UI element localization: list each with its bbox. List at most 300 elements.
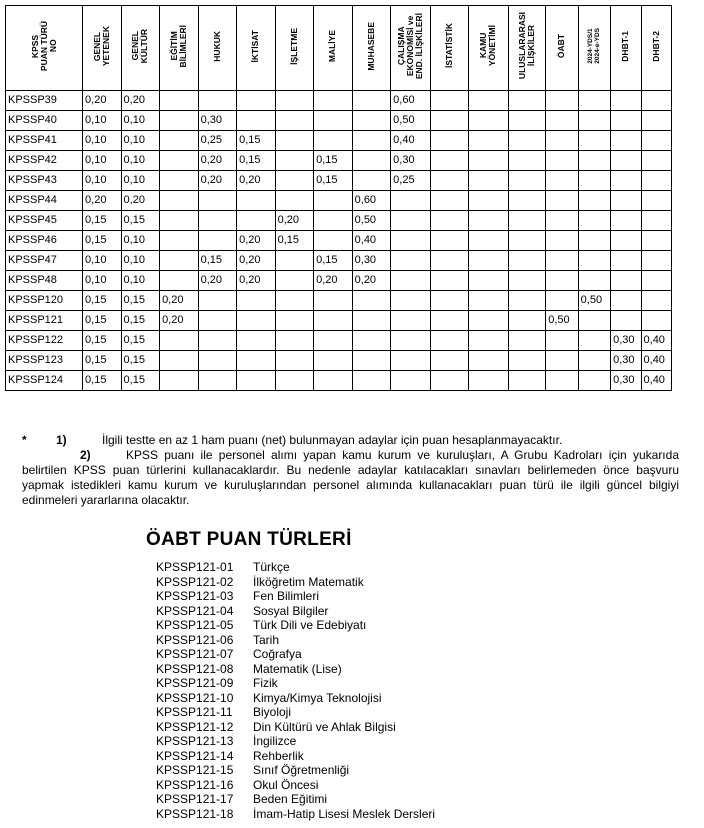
weight-cell — [508, 331, 546, 351]
score-type-cell: KPSSP42 — [6, 151, 83, 171]
weight-cell — [641, 251, 671, 271]
weight-cell: 0,20 — [160, 291, 199, 311]
weight-cell — [611, 271, 641, 291]
oabt-code: KPSSP121-02 — [156, 574, 234, 589]
oabt-code: KPSSP121-09 — [156, 676, 234, 690]
weight-cell: 0,40 — [641, 351, 671, 371]
weight-cell — [314, 111, 353, 131]
weight-cell: 0,10 — [83, 131, 122, 151]
weight-cell — [430, 331, 469, 351]
oabt-name: Türkçe — [253, 560, 290, 574]
kpss-score-table — [5, 5, 672, 391]
weight-cell: 0,10 — [121, 231, 160, 251]
weight-cell — [237, 91, 276, 111]
weight-cell: 0,15 — [121, 211, 160, 231]
weight-cell — [160, 171, 199, 191]
weight-cell — [198, 191, 237, 211]
weight-cell — [508, 131, 546, 151]
weight-cell: 0,15 — [121, 351, 160, 371]
weight-cell — [546, 371, 578, 391]
oabt-code: KPSSP121-16 — [156, 777, 234, 792]
list-item — [156, 778, 435, 793]
weight-cell — [469, 371, 509, 391]
oabt-code: KPSSP121-11 — [156, 705, 233, 719]
weight-cell — [275, 311, 314, 331]
weight-cell — [160, 111, 199, 131]
weight-cell — [611, 91, 641, 111]
column-header — [160, 6, 199, 91]
weight-cell — [546, 131, 578, 151]
weight-cell — [430, 271, 469, 291]
column-header-label: İŞLETME — [288, 27, 299, 65]
oabt-code: KPSSP121-17 — [156, 792, 234, 806]
table-header-row — [6, 6, 672, 91]
weight-cell — [508, 271, 546, 291]
weight-cell — [578, 331, 610, 351]
weight-cell — [578, 131, 610, 151]
weight-cell — [611, 291, 641, 311]
weight-cell — [578, 151, 610, 171]
weight-cell: 0,20 — [314, 271, 353, 291]
weight-cell — [546, 91, 578, 111]
list-item — [156, 662, 435, 677]
weight-cell — [508, 211, 546, 231]
weight-cell: 0,30 — [391, 151, 431, 171]
weight-cell — [352, 311, 391, 331]
score-type-cell: KPSSP44 — [6, 191, 83, 211]
weight-cell — [546, 191, 578, 211]
weight-cell: 0,50 — [391, 111, 431, 131]
weight-cell — [352, 351, 391, 371]
weight-cell — [352, 131, 391, 151]
weight-cell — [237, 351, 276, 371]
note-1 — [22, 433, 679, 448]
weight-cell — [237, 371, 276, 391]
oabt-name: Fen Bilimleri — [253, 589, 320, 603]
list-item — [156, 734, 435, 749]
column-header — [641, 6, 671, 91]
weight-cell: 0,20 — [198, 151, 237, 171]
weight-cell: 0,20 — [237, 251, 276, 271]
weight-cell — [430, 171, 469, 191]
note-1-text: İlgili testte en az 1 ham puanı (net) bulunmayan adaylar için puan hesaplanmayacaktır. — [102, 433, 563, 447]
oabt-name: Tarih — [253, 632, 280, 647]
weight-cell — [641, 171, 671, 191]
weight-cell — [508, 111, 546, 131]
weight-cell — [314, 291, 353, 311]
weight-cell — [641, 91, 671, 111]
weight-cell — [469, 171, 509, 191]
weight-cell — [578, 351, 610, 371]
column-header-label: 2024-YDS/1 2024-e-YDS — [587, 28, 602, 64]
weight-cell — [198, 351, 237, 371]
weight-cell — [275, 331, 314, 351]
weight-cell: 0,15 — [121, 331, 160, 351]
table-row — [6, 231, 672, 251]
weight-cell — [391, 311, 431, 331]
weight-cell — [275, 151, 314, 171]
weight-cell: 0,15 — [198, 251, 237, 271]
table-row — [6, 171, 672, 191]
weight-cell: 0,60 — [391, 91, 431, 111]
weight-cell — [641, 191, 671, 211]
weight-cell — [160, 131, 199, 151]
weight-cell: 0,10 — [121, 251, 160, 271]
weight-cell — [391, 291, 431, 311]
weight-cell — [430, 351, 469, 371]
oabt-name: Sınıf Öğretmenliği — [253, 763, 350, 777]
weight-cell — [391, 251, 431, 271]
weight-cell — [469, 231, 509, 251]
weight-cell — [641, 111, 671, 131]
weight-cell: 0,15 — [237, 131, 276, 151]
weight-cell — [611, 111, 641, 131]
weight-cell: 0,20 — [121, 91, 160, 111]
weight-cell — [275, 131, 314, 151]
weight-cell — [508, 371, 546, 391]
list-item — [156, 604, 435, 619]
weight-cell — [391, 371, 431, 391]
column-header — [430, 6, 469, 91]
weight-cell — [198, 331, 237, 351]
score-type-cell: KPSSP40 — [6, 111, 83, 131]
weight-cell: 0,15 — [237, 151, 276, 171]
weight-cell — [237, 311, 276, 331]
weight-cell — [546, 171, 578, 191]
weight-cell — [611, 191, 641, 211]
oabt-code: KPSSP121-01 — [156, 560, 234, 574]
weight-cell: 0,10 — [83, 111, 122, 131]
weight-cell: 0,10 — [83, 271, 122, 291]
column-header-label: DHBT-1 — [620, 30, 631, 62]
weight-cell — [314, 311, 353, 331]
score-type-cell: KPSSP122 — [6, 331, 83, 351]
weight-cell — [469, 351, 509, 371]
weight-cell — [160, 331, 199, 351]
weight-cell — [391, 331, 431, 351]
score-type-cell: KPSSP46 — [6, 231, 83, 251]
oabt-name: Fizik — [253, 676, 278, 690]
table-row — [6, 331, 672, 351]
column-header-label: ÖABT — [556, 33, 567, 59]
oabt-name: Türk Dili ve Edebiyatı — [253, 618, 367, 632]
weight-cell: 0,20 — [198, 171, 237, 191]
weight-cell — [160, 211, 199, 231]
note-2 — [22, 448, 679, 508]
table-row — [6, 211, 672, 231]
weight-cell — [469, 211, 509, 231]
weight-cell — [314, 331, 353, 351]
weight-cell — [237, 111, 276, 131]
weight-cell — [275, 371, 314, 391]
score-type-cell: KPSSP121 — [6, 311, 83, 331]
weight-cell — [469, 291, 509, 311]
weight-cell: 0,50 — [578, 291, 610, 311]
weight-cell — [641, 271, 671, 291]
weight-cell — [508, 231, 546, 251]
weight-cell — [641, 211, 671, 231]
weight-cell — [508, 191, 546, 211]
weight-cell: 0,30 — [611, 351, 641, 371]
column-header — [578, 6, 610, 91]
weight-cell — [430, 191, 469, 211]
oabt-name: İmam-Hatip Lisesi Meslek Dersleri — [253, 806, 436, 821]
weight-cell — [508, 151, 546, 171]
list-item — [156, 676, 435, 691]
weight-cell — [275, 191, 314, 211]
column-header-label: ULUSLARARASI İLİŞKİLER — [516, 12, 536, 80]
oabt-list — [156, 560, 435, 821]
weight-cell — [611, 311, 641, 331]
weight-cell — [578, 231, 610, 251]
oabt-name: Coğrafya — [253, 647, 302, 661]
score-type-cell: KPSSP45 — [6, 211, 83, 231]
table-row — [6, 131, 672, 151]
oabt-name: Matematik (Lise) — [253, 661, 342, 676]
score-type-cell: KPSSP47 — [6, 251, 83, 271]
list-item — [156, 618, 435, 633]
weight-cell — [469, 91, 509, 111]
weight-cell — [641, 291, 671, 311]
weight-cell — [430, 91, 469, 111]
weight-cell: 0,15 — [83, 311, 122, 331]
list-item — [156, 705, 435, 720]
weight-cell — [469, 111, 509, 131]
weight-cell — [546, 351, 578, 371]
weight-cell: 0,30 — [198, 111, 237, 131]
column-header — [198, 6, 237, 91]
oabt-name: Rehberlik — [253, 748, 304, 763]
weight-cell — [160, 231, 199, 251]
weight-cell: 0,15 — [83, 371, 122, 391]
weight-cell: 0,10 — [121, 271, 160, 291]
weight-cell — [578, 251, 610, 271]
list-item — [156, 647, 435, 662]
weight-cell — [578, 271, 610, 291]
weight-cell: 0,15 — [121, 371, 160, 391]
weight-cell: 0,15 — [275, 231, 314, 251]
weight-cell — [611, 231, 641, 251]
weight-cell — [611, 171, 641, 191]
weight-cell — [198, 291, 237, 311]
weight-cell: 0,10 — [83, 251, 122, 271]
weight-cell — [275, 251, 314, 271]
oabt-name: İlköğretim Matematik — [253, 574, 364, 589]
column-header — [275, 6, 314, 91]
weight-cell: 0,20 — [275, 211, 314, 231]
weight-cell: 0,10 — [83, 151, 122, 171]
oabt-name: Sosyal Bilgiler — [253, 603, 329, 618]
weight-cell — [546, 151, 578, 171]
weight-cell: 0,20 — [237, 171, 276, 191]
weight-cell — [275, 291, 314, 311]
weight-cell — [314, 231, 353, 251]
weight-cell — [578, 111, 610, 131]
weight-cell — [611, 151, 641, 171]
table-row — [6, 371, 672, 391]
weight-cell: 0,20 — [83, 191, 122, 211]
weight-cell — [237, 211, 276, 231]
score-type-cell: KPSSP41 — [6, 131, 83, 151]
weight-cell — [352, 291, 391, 311]
weight-cell: 0,20 — [160, 311, 199, 331]
list-item — [156, 807, 435, 822]
weight-cell — [275, 111, 314, 131]
oabt-code: KPSSP121-05 — [156, 618, 234, 632]
note-star: * — [22, 433, 27, 447]
weight-cell — [275, 171, 314, 191]
column-header-label: DHBT-2 — [650, 30, 661, 62]
table-row — [6, 311, 672, 331]
weight-cell — [160, 91, 199, 111]
column-header-label: GENEL YETENEK — [91, 25, 111, 67]
weight-cell — [198, 371, 237, 391]
score-type-cell: KPSSP120 — [6, 291, 83, 311]
column-header-label: KPSS PUAN TÜRÜ NO — [29, 20, 58, 72]
column-header-label: İKTİSAT — [250, 29, 261, 63]
weight-cell: 0,20 — [121, 191, 160, 211]
weight-cell: 0,20 — [352, 271, 391, 291]
weight-cell — [578, 371, 610, 391]
weight-cell: 0,50 — [546, 311, 578, 331]
weight-cell — [430, 111, 469, 131]
weight-cell — [160, 371, 199, 391]
weight-cell: 0,30 — [611, 371, 641, 391]
weight-cell — [237, 191, 276, 211]
weight-cell — [314, 191, 353, 211]
score-type-cell: KPSSP43 — [6, 171, 83, 191]
weight-cell — [430, 371, 469, 391]
weight-cell: 0,15 — [314, 171, 353, 191]
oabt-code: KPSSP121-13 — [156, 734, 234, 748]
oabt-code: KPSSP121-12 — [156, 719, 234, 734]
weight-cell — [352, 331, 391, 351]
weight-cell — [546, 231, 578, 251]
weight-cell: 0,15 — [121, 311, 160, 331]
column-header — [83, 6, 122, 91]
oabt-code: KPSSP121-06 — [156, 632, 234, 647]
weight-cell — [314, 211, 353, 231]
weight-cell — [237, 331, 276, 351]
weight-cell — [546, 111, 578, 131]
column-header — [546, 6, 578, 91]
column-header-label: EĞİTİM BİLİMLERİ — [168, 24, 188, 68]
weight-cell — [391, 271, 431, 291]
weight-cell — [352, 151, 391, 171]
weight-cell — [391, 351, 431, 371]
weight-cell — [469, 271, 509, 291]
column-header-label: HUKUK — [211, 30, 222, 62]
weight-cell: 0,15 — [121, 291, 160, 311]
list-item — [156, 575, 435, 590]
column-header-label: İSTATİSTİK — [443, 23, 454, 69]
column-header — [352, 6, 391, 91]
oabt-code: KPSSP121-10 — [156, 690, 234, 705]
weight-cell — [430, 291, 469, 311]
weight-cell: 0,20 — [198, 271, 237, 291]
weight-cell: 0,10 — [121, 171, 160, 191]
weight-cell — [469, 151, 509, 171]
weight-cell — [578, 191, 610, 211]
weight-cell — [578, 211, 610, 231]
table-row — [6, 91, 672, 111]
weight-cell — [546, 331, 578, 351]
oabt-code: KPSSP121-14 — [156, 748, 234, 763]
table-row — [6, 191, 672, 211]
column-header-label: MUHASEBE — [365, 21, 376, 71]
weight-cell — [160, 251, 199, 271]
weight-cell: 0,60 — [352, 191, 391, 211]
oabt-code: KPSSP121-04 — [156, 603, 234, 618]
weight-cell — [314, 131, 353, 151]
weight-cell — [508, 351, 546, 371]
list-item — [156, 589, 435, 604]
column-header-label: ÇALIŞMA EKONOMİSİ ve END. İLİŞKİLERİ — [395, 12, 424, 80]
note-2-number: 2) — [80, 448, 91, 462]
oabt-code: KPSSP121-07 — [156, 647, 234, 661]
weight-cell — [275, 271, 314, 291]
oabt-name: Okul Öncesi — [253, 777, 319, 792]
list-item — [156, 792, 435, 807]
weight-cell — [546, 271, 578, 291]
weight-cell — [578, 91, 610, 111]
weight-cell — [469, 331, 509, 351]
oabt-code: KPSSP121-08 — [156, 661, 234, 676]
weight-cell — [237, 291, 276, 311]
weight-cell — [611, 251, 641, 271]
oabt-code: KPSSP121-18 — [156, 806, 234, 821]
list-item — [156, 720, 435, 735]
weight-cell: 0,15 — [83, 331, 122, 351]
weight-cell: 0,25 — [391, 171, 431, 191]
weight-cell — [641, 231, 671, 251]
weight-cell — [469, 191, 509, 211]
score-type-cell: KPSSP124 — [6, 371, 83, 391]
weight-cell — [469, 251, 509, 271]
weight-cell: 0,25 — [198, 131, 237, 151]
oabt-name: Biyoloji — [253, 705, 292, 719]
weight-cell: 0,15 — [83, 291, 122, 311]
table-row — [6, 251, 672, 271]
score-type-cell: KPSSP39 — [6, 91, 83, 111]
weight-cell — [430, 311, 469, 331]
column-header — [508, 6, 546, 91]
weight-cell — [160, 271, 199, 291]
weight-cell — [546, 251, 578, 271]
table-row — [6, 351, 672, 371]
weight-cell — [314, 91, 353, 111]
weight-cell — [430, 211, 469, 231]
weight-cell — [314, 371, 353, 391]
note-2-text: KPSS puanı ile personel alımı yapan kamu kurum ve kuruluşları, A Grubu Kadroları için yukarıda belirtilen KPSS puan türlerini kullanacaklardır. Bu nedenle adaylar katılacakları sınavları belirlemeden önce başvuru yapmak istedikleri kamu kurum ve kuruluşlarından personel alımında kullanacakları puan türü ile ilgili güncel bilgiyi edinmeleri yararlarına olacaktır. — [22, 448, 679, 507]
weight-cell — [352, 111, 391, 131]
list-item — [156, 691, 435, 706]
column-header-label: KAMU YÖNETİMİ — [478, 25, 498, 67]
weight-cell — [611, 131, 641, 151]
weight-cell — [198, 91, 237, 111]
weight-cell: 0,15 — [314, 151, 353, 171]
column-header — [611, 6, 641, 91]
column-header-label: MALİYE — [327, 29, 338, 63]
weight-cell — [508, 251, 546, 271]
score-type-cell: KPSSP48 — [6, 271, 83, 291]
column-header — [314, 6, 353, 91]
weight-cell — [578, 171, 610, 191]
weight-cell: 0,15 — [314, 251, 353, 271]
weight-cell: 0,40 — [391, 131, 431, 151]
weight-cell — [391, 191, 431, 211]
weight-cell — [546, 211, 578, 231]
